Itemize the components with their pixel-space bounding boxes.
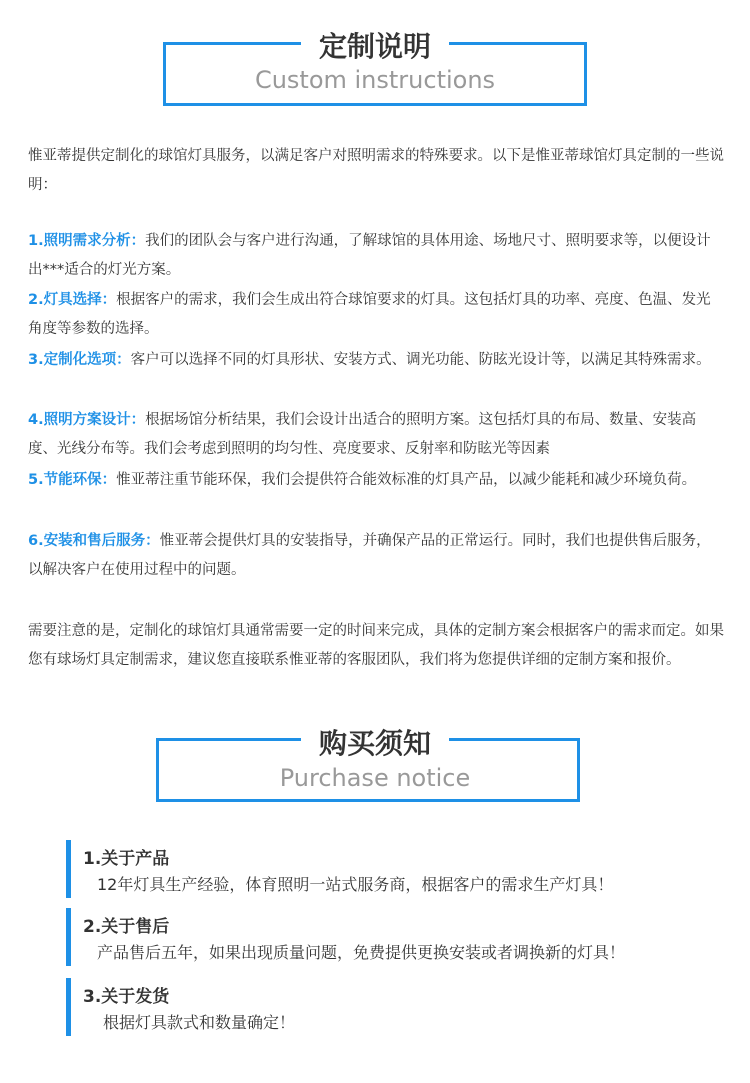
custom-item-text: 我们的团队会与客户进行沟通，了解球馆的具体用途、场地尺寸、照明要求等，以便设计出***适合的灯光方案。: [28, 233, 711, 278]
note-paragraph: 需要注意的是，定制化的球馆灯具通常需要一定的时间来完成，具体的定制方案会根据客户的需求而定。如果您有球场灯具定制需求，建议您直接联系惟亚蒂的客服团队，我们将为您提供详细的定制方案和报价。: [28, 623, 724, 668]
section-title-text: 定制说明: [301, 30, 449, 63]
notice-item: [66, 908, 706, 966]
section-title: [0, 727, 750, 760]
notice-item-title: 1.关于产品: [83, 849, 170, 869]
custom-item-label: 3.定制化选项：: [28, 352, 131, 368]
custom-item: [28, 527, 724, 585]
custom-item: [28, 286, 724, 344]
notice-item: [66, 978, 706, 1036]
custom-item: [28, 466, 724, 495]
notice-item-text: 产品售后五年，如果出现质量问题，免费提供更换安装或者调换新的灯具！: [97, 943, 626, 962]
notice-item: [66, 840, 706, 898]
custom-item-text: 惟亚蒂会提供灯具的安装指导，并确保产品的正常运行。同时，我们也提供售后服务，以解决客户在使用过程中的问题。: [28, 533, 711, 578]
custom-item-label: 4.照明方案设计：: [28, 412, 146, 428]
notice-item-text: 12年灯具生产经验，体育照明一站式服务商，根据客户的需求生产灯具！: [97, 875, 614, 894]
custom-item-label: 1.照明需求分析：: [28, 233, 146, 249]
custom-item-label: 6.安装和售后服务：: [28, 533, 160, 549]
custom-item: [28, 406, 724, 464]
custom-item: [28, 346, 724, 375]
section-subtitle: Custom instructions: [254, 66, 496, 94]
intro-paragraph: 惟亚蒂提供定制化的球馆灯具服务，以满足客户对照明需求的特殊要求。以下是惟亚蒂球馆灯具定制的一些说明：: [28, 148, 724, 193]
custom-item: [28, 227, 724, 285]
custom-item-text: 客户可以选择不同的灯具形状、安装方式、调光功能、防眩光设计等，以满足其特殊需求。: [130, 352, 711, 368]
notice-item-text: 根据灯具款式和数量确定！: [103, 1013, 296, 1032]
custom-item-text: 根据场馆分析结果，我们会设计出适合的照明方案。这包括灯具的布局、数量、安装高度、光线分布等。我们会考虑到照明的均匀性、亮度要求、反射率和防眩光等因素: [28, 412, 697, 457]
custom-instructions-header: [0, 0, 750, 110]
purchase-notice-header: [0, 720, 750, 810]
section-title: [0, 30, 750, 63]
custom-item-text: 根据客户的需求，我们会生成出符合球馆要求的灯具。这包括灯具的功率、亮度、色温、发光角度等参数的选择。: [28, 292, 711, 337]
custom-item-label: 2.灯具选择：: [28, 292, 117, 308]
section-subtitle: Purchase notice: [279, 764, 471, 792]
section-title-text: 购买须知: [301, 727, 449, 760]
custom-item-label: 5.节能环保：: [28, 472, 117, 488]
custom-item-text: 惟亚蒂注重节能环保，我们会提供符合能效标准的灯具产品，以减少能耗和减少环境负荷。: [116, 472, 697, 488]
notice-item-title: 2.关于售后: [83, 917, 170, 937]
notice-item-title: 3.关于发货: [83, 987, 170, 1007]
